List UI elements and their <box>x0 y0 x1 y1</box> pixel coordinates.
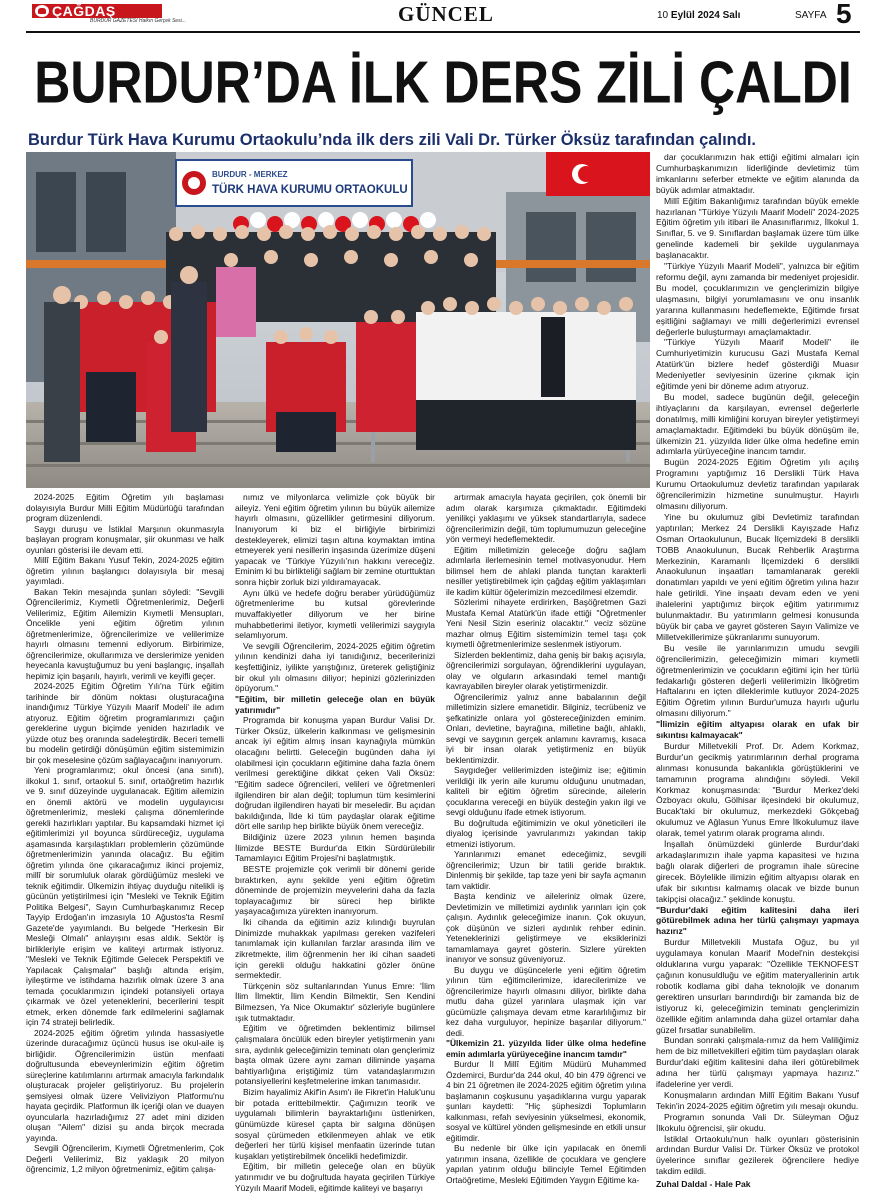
section-subheading: "İlimizin eğitim altyapısı olarak en ufak bir sıkıntısı kalmayacak" <box>656 719 859 741</box>
paragraph: Burdur Milletvekili Prof. Dr. Adem Korkmaz, Burdur'un gecikmiş yatırımlarının derhal programa alınması konusunda bakanlıkla görüştüklerini ve tamamının programa alındığını söyledi. Vekil Korkmaz konuşmasında: "Burdur Merkez'deki Özboyacı okulu, Gölhisar ilçesindeki bir okulumuz, Bucak'taki bir okulumuz, merkezdeki Gökçebağ okulumuz ve Ağlasun Yunus Emre İlkokulumuz ilave olarak, temel yatırım olarak programa alındı. <box>656 740 859 839</box>
article-column-4 <box>656 152 859 1190</box>
article-column-3 <box>446 492 646 1185</box>
sign-text-top: BURDUR - MERKEZ <box>212 170 288 179</box>
article-column-1 <box>26 492 224 1175</box>
paragraph: Burdur İl Millî Eğitim Müdürü Muhammed Özdemirci, Burdur'da 244 okul, 40 bin 479 öğrenci ve 4 bin 21 öğretmen ile 2024-2025 eğitim öğretim yılına başlamanın coşkusunu yaşadıklarına vurgu yaparak şunları kaydetti: "Hiç şüphesizdi Toplumların kalkınması, refah seviyesinin yükselmesi, ekonomik, sosyal ve kültürel yönden gelişmesinde en etkili unsur eğitimdir. <box>446 1059 646 1143</box>
logo-emblem-icon <box>35 5 49 17</box>
paragraph: Bildiğiniz üzere 2023 yılının hemen başında İlimizde BESTE Burdur'da Etkin Sürdürülebilir Tamamlayıcı Eğitim Projesi'ni başlatmıştık. <box>235 832 435 864</box>
paragraph: Burdur Milletvekili Mustafa Oğuz, bu yıl uygulamaya konulan Maarif Model'nin destekçisi olduklarına vurgu yaparak: "Özellikle TEKNOFEST çağının konusuldluğu ve eğitim materyallerinin artık robotik kodlama gibi daha teknolojik ve donanım gerektiren unsurları barındırdığı bir zamanda biz de istiyoruz ki, geleceğimizin teminatı gençlerimizin özellikle eğitim anlamında daha güzel ortamlar daha güzel fırsatlar sunabilelim. <box>656 937 859 1035</box>
paragraph: 2024-2025 Eğitim Öğretim yılı başlaması dolayısıyla Burdur Milli Eğitim Müdürlüğü tarafından program düzenlendi. <box>26 492 224 523</box>
logo-subtitle: BURDUR GAZETESİ Halkın Gerçek Sesi... <box>90 18 186 24</box>
paragraph: Yeni programlarımız; okul öncesi (ana sınıfı), ilkokul 1. sınıf, ortaokul 5. sınıf, ortaöğretim hazırlık ve 9. sınıf düzeyinde uygulanacak. Eğitim ailemizin en önemli aktörü ve modelin uygulayıcısı öğretmenlerimiz, mesleki çalışma dönemlerinde gerekli hazırlıkları yaptılar. Bu kapsamdaki hizmet içi eğitimlerimizi yıl boyunca sürdüreceğiz, uygulama aşamasında karşılaştıkları problemlerin çözümünde öğretmenlerimizin yanında olacağız. Bu eğitim öğretim yılında öne çıkaracağımız ikinci projemiz, millî bir sorumluluk olarak gördüğümüz mesleki ve teknik eğitimdir. Ülkemizin ihtiyaç duyduğu nitelikli iş gücünün yetiştirilmesi için "Mesleki ve Teknik Eğitim Politika Belgesi", Sayın Cumhurbaşkanımız Recep Tayyip Erdoğan'ın imzasıyla 10 Ağustos'ta Resmî Gazete'de yayımlandı. Bu belgede "Herkesin Bir Mesleği Olmalı" anlayışını esas aldık. Sektör iş birlikleriyle erişim ve kaliteyi artırmak istiyoruz. "Mesleki ve Teknik Eğitimde Gelecek Perspektifi ve Yapılacak Çalışmalar" başlığı altında erişim, iyileştirme ve istihdama hazırlık olmak üzere 3 ana temada çocuklarımızın içindeki potansiyeli ortaya çıkarmak ve özel yeteneklerini, becerilerini tespit etmek, erken dönemde fark edilmelerini sağlamak için 74 strateji belirledik. <box>26 765 224 1027</box>
paragraph: 2024-2025 eğitim öğretim yılında hassasiyetle üzerinde duracağımız üçüncü husus ise okul-aile iş birliğidir. Öğrencilerimizin üstün menfaati doğrultusunda ebeveynlerimizin eğitim öğretim süreçlerine katılımlarını artırmak amacıyla farkındalık oluşturacak projeler geliştiriyoruz. Bu projelerin şemsiyesi olmak üzere Veliviziyon Platformu'nu hayata geçirdik. Platformun ilk içeriği olan ve duayen oyuncularla hazırladığımız 27 adet mini diziden oluşan "Ailem" dizisi şu anda birçok mecrada yayında. <box>26 1027 224 1143</box>
paragraph: BESTE projemizle çok verimli bir dönemi geride bıraktırken, aynı şekilde yeni eğitim öğretim döneminde de projemizin meyvelerini daha da fazla toplayacağımız bir süreci hep birlikte yaşayacağımıza yürekten inanıyorum. <box>235 863 435 917</box>
paragraph: Bu nedenle bir ülke için yapılacak en önemli yatırımın insana, özellikle de çocuklara ve gençlere yapılan yatırım olduğu bilinciyle Temel Eğitimden Ortaöğretime, Mesleki Eğitimden Yaygın Eğitime ka- <box>446 1143 646 1185</box>
section-subheading: "Eğitim, bir milletin geleceğe olan en büyük yatırımıdır" <box>235 693 435 715</box>
paragraph: Bu vesile ile yarınlarımızın umudu sevgili öğrencilerimizin, geleceğimizin mimarı kıymetli öğretmenlerimizin ve çocukların eğitimi için her türlü fedakarlığı gösteren değerli velilerimizin İlköğretim Haftalarını en içten dileklerimle kutluyor 2024-2025 Eğitim Öğretim yılının Burdur'umuza hayırlı uğurlu olmasını diliyorum." <box>656 642 859 719</box>
paragraph: Millî Eğitim Bakanı Yusuf Tekin, 2024-2025 eğitim öğretim yılının başlangıcı dolayısıyla bir mesaj yayımladı. <box>26 555 224 586</box>
paragraph: Saygı duruşu ve İstiklal Marşının okunmasıyla başlayan program konuşmalar, şiir okunması ve halk oyunları gösterisi ile devam etti. <box>26 523 224 555</box>
paragraph: Sözlerimi nihayete erdirirken, Başöğretmen Gazi Mustafa Kemal Atatürk'ün ifade ettiği "Öğretmenler Yeni Nesil Sizin eseriniz olacaktır." veciz sözüne mazhar olmuş Eğitim sistemimizin temel taşı çok kıymetli öğretmenlerimize seslenmek istiyorum. <box>446 597 646 649</box>
date-day: 10 <box>657 10 669 21</box>
date-month: Eylül <box>670 10 695 21</box>
paragraph: Bakan Tekin mesajında şunları söyledi: "Sevgili Öğrencilerimiz, Kıymetli Öğretmenlerimiz, Değerli Velilerimiz, Eğitim Ailemizin Kıymetli Mensupları, Öncelikle yeni eğitim öğretim yılının öğretmenlerimize, öğrencilerimize ve velilerimize hayırlı olmasını temenni ediyorum. Birbirimize, öğrencilerimize, okullarımıza ve derslerimize yeniden heyecanla kavuştuğumuz bu yeni başlangıç, inşallah hepimiz için başarılı, hayırlı, verimli ve keyifli geçer. <box>26 586 224 681</box>
paragraph: Bundan sonraki çalışmala-rımız da hem Valiliğimiz hem de biz milletvekilleri eğitim tüm paydaşları olarak Burdur'daki eğitim kalitesini daha ileri götürebilmek adına her türlü çalışmayı yapmaya hazırız." ifadelerine yer verdi. <box>656 1035 859 1090</box>
paragraph: Öğrencilerimiz yalnız anne babalarının değil milletimizin sizlere emanetidir. Bilginiz, tecrübeniz ve şefkatinizle onlara yol göstereceğinizden eminim. Onları, devletine, bayrağına, milletine bağlı, ahlaklı, sevgi ve saygının gerçek anlamını kavramış, kısaca iyi bir insan olarak yetiştirmeniz en büyük beklentimizdir. <box>446 691 646 765</box>
paragraph: Bugün 2024-2025 Eğitim Öğretim yılı açılış Programını yaptığımız 16 Derslikli Türk Hava Kurumu Ortaokulumuz devletiz tarafından yapılarak öğrencilerimizin hizmetine sunulmuştur. Hayırlı olmasını diliyorum. <box>656 457 859 511</box>
paragraph: "Türkiye Yüzyılı Maarif Modeli", yalnızca bir eğitim reformu değil, aynı zamanda bir medeniyet projesidir. Bu model, çocuklarımızın ve gençlerimizin bilgiye ulaşmasını, bilgiyi yorumlamasını ve onu insanlık yararına kullanmasını hedeflemekte, Eğitimde fırsat eşitliğini sağlamayı ve milli değerlerimizi evrensel değerlerle buluşturmayı amaçlamaktadır. <box>656 261 859 337</box>
paragraph: Programda bir konuşma yapan Burdur Valisi Dr. Türker Öksüz, ülkelerin kalkınması ve gelişmesinin ancak iyi eğitim almış insan kaynağıyla mümkün olacağını belirtti. Geleceğin bugünden daha iyi olabilmesi için çocukların eğitimine daha fazla önem verilmesi gerektiğine dikkat çeken Vali Öksüz: "Eğitim sadece öğrencileri, velileri ve öğretmenleri ilgilendiren bir alan değil; toplumun tüm kesimlerini doğrudan ilgilendiren hayati bir meseledir. Bu açıdan bakıldığında, İlde ki tüm paydaşlar olarak eğitime dört elle sarılıp hep birlikte büyük önem vereceğiz. <box>235 715 435 832</box>
photo-illustration <box>26 152 650 488</box>
paragraph: 2024-2025 Eğitim Öğretim Yılı'na Türk eğitim tarihinde bir dönüm noktası oluşturacağına inandığımız 'Türkiye Yüzyılı Maarif Modeli' ile adım atıyoruz. Eğitim öğretim programlarımızı çağın gereklerine uygun biçimde yeniden hazırladık ve yüzde otuz beş oranında sadeleştirdik. Beceri temelli bu modelin getirdiği dönüşümün eğitim sistemimizin bir çok meselesine çözüm sağlayacağını inanıyorum. <box>26 681 224 765</box>
section-title: GÜNCEL <box>398 2 494 26</box>
masthead <box>26 0 860 30</box>
header-rule <box>26 31 860 33</box>
page-label: SAYFA <box>795 10 827 21</box>
date-year: 2024 <box>697 10 720 21</box>
subheadline: Burdur Türk Hava Kurumu Ortaokulu’nda ilk ders zili Vali Dr. Türker Öksüz tarafından çalındı. <box>28 131 757 149</box>
paragraph: Bu model, sadece bugünün değil, geleceğin ihtiyaçlarını da karşılayan, evrensel değerlerle donatılmış, milli kimliğini koruyan bireyler yetiştirmeyi amaçlamaktadır. Eğitimdeki bu büyük dönüşüm ile, ülkemizin 21. yüzyılda lider ülke olma hedefine emin adımlarla yürüyeceğine inancım tamdır. <box>656 391 859 457</box>
paragraph: Eğitim ve öğretimden beklentimiz bilimsel çalışmalara öncülük eden bireyler yetiştirmenin yanı sıra, aydınlık geleceğimizin teminatı olan gençlerimiz başta olmak üzere aynı zaman diliminde yaşama bahtiyarlığına eriştiğimiz tüm vatandaşlarımızın potansiyellerini keşfetmelerine imkan tanımasıdır. <box>235 1023 435 1087</box>
paragraph: Eğitim milletimizin geleceğe doğru sağlam adımlarla ilerlemesinin temel motivasyonudur. Hem bilimsel hem de ahlaki planda tunçtan karakterli nesiller yetiştirebilmek için çağdaş eğitim yaklaşımları ile kadim kültür öğelerimizin mezcedilmesi elzemdir. <box>446 544 646 597</box>
event-photo <box>26 152 650 488</box>
paragraph: dar çocuklarımızın hak ettiği eğitimi almaları için Cumhurbaşkanımızın liderliğinde devletimiz tüm imkanlarını seferber etmekte ve eğitim alanında da büyük adımlar atmaktadır. <box>656 152 859 195</box>
paragraph: "Türkiye Yüzyılı Maarif Modeli" ile Cumhuriyetimizin kurucusu Gazi Mustafa Kemal Atatürk'ün bizlere hedef gösterdiği Muasır Medeniyetler seviyesinin üzerine çıkmak için eğitimde yeni bir döneme adım atıyoruz. <box>656 337 859 392</box>
sign-text-main: TÜRK HAVA KURUMU ORTAOKULU <box>212 184 408 196</box>
paragraph: İki cihanda da eğitimin aziz kılındığı buyrulan Dinimizde muhakkak yapılması gereken vazifeleri tanımlamak için kullanılan farzlar arasında ilim ve zikretmekte, ilim öğrenmenin her iki cihan saadeti için gerekli olduğu hakkatini gözler önüne sermektedir. <box>235 917 435 981</box>
paragraph: İnşallah önümüzdeki günlerde Burdur'daki arkadaşlarımızın ihale yapma kapasitesi ve hızına bağlı olarak diğerleri de programın ihale sürecine girecek. Böylelikle ilimizin eğitim altyapısı olarak en ufak bir sıkıntısı kalmamış olacak ve bizde bunun takipçisi olacağız." şeklinde konuştu. <box>656 839 859 904</box>
section-subheading: "Burdur'daki eğitim kalitesini daha ileri götürebilmek adına her türlü çalışmayı yapmaya hazırız" <box>656 904 859 937</box>
paragraph: Yine bu okulumuz gibi Devletimiz tarafından yaptırılan; Merkez 24 Derslikli Kayışzade Hafız Osman Ortaokulunun, Bucak İlçemizdeki 8 derslikli TOBB Anaokulunun, Bucak Rehberlik Araştırma Merkezinin, Karamanlı İlçemizdeki 6 derslikli Anaokulunun inşaatları tamamlanarak gerekli donatımları yapıldı ve yeni eğitim öğretim yılına hazır hale getirildi. Yine inşaatı devam eden ve yeni ihalelerini yaptığımız birçok eğitim yatırımımız bulunmaktadır. Bu yatırımların gelmesi konusunda büyük bir çaba ve gayret gösteren Sayın Valimize ve Milletvekillerimize şükranlarımı sunuyorum. <box>656 511 859 642</box>
students-white-shirts <box>416 312 636 450</box>
section-subheading: "Ülkemizin 21. yüzyılda lider ülke olma hedefine emin adımlarla yürüyeceğine inancım tamdır" <box>446 1038 646 1059</box>
paragraph: Türkçenin söz sultanlarından Yunus Emre: 'İlim İlim İlmektir, İlim Kendin Bilmektir, Sen Kendini Bilmezsen, Ya Nice Okumaktır' sözleriyle bugünlere ışık tutmaktadır. <box>235 980 435 1023</box>
paragraph: Başta kendiniz ve aileleriniz olmak üzere, Devletimizin ve milletimizi aydınlık yarınları için çok çalışın. Aydınlık geleceğimize inanın. Çok okuyun, çok düşünün ve sizleri aydınlık rehber edinin. Yeteneklerinizi geliştirmeye ve eksiklerinizi tamamlamaya gayret gösterin. Sizlere yürekten inanıyor ve sonsuz güveniyoruz. <box>446 891 646 964</box>
page-number: 5 <box>836 0 852 29</box>
paragraph: Bu doğrultuda eğitimimizin ve okul yöneticileri ile diyalog içerisinde yavrularımızı yakından takip etmenizi istiyorum. <box>446 817 646 849</box>
paragraph: Sevgili Öğrencilerim, Kıymetli Öğretmenlerim, Çok Değerli Velilerimiz, Biz yaklaşık 20 milyon öğrencimiz, 1,2 milyon öğretmenimiz, eğitim çalışa- <box>26 1143 224 1174</box>
date-weekday: Salı <box>722 10 741 21</box>
article-column-2 <box>235 492 435 1193</box>
paragraph: Sizlerden beklentimiz, daha geniş bir bakış açısıyla, öğrencilerimizi sorgulayan, öğrendiklerini uygulayan, olay ve olguların arkasındaki temel mantığı kavrayabilen bireyler olarak yetiştirmenizdir. <box>446 649 646 691</box>
newspaper-logo[interactable] <box>32 3 186 24</box>
logo-text: ÇAĞDAŞ <box>52 3 116 19</box>
issue-date <box>657 10 740 21</box>
paragraph: Saygıdeğer velilerimizden isteğimiz ise; eğitimin verildiği ilk yerin aile kurumu olduğunu unutmadan, kaliteli bir eğitim öğretim sürecinde, ailelerin çocuklarına vereceği en büyük desteğin yakın ilgi ve sevgi olduğunu ifade etmek istiyorum. <box>446 765 646 817</box>
paragraph: Bizim hayalimiz Akif'in Asım'ı ile Fikret'in Haluk'unu bir potada erittebilmektir. Çağımızın teorik ve uygulamalı bilimlerin bayraktarlığını üstlenirken, günümüzde küresel çapta bir salgına dönüşen sosyal çürümeden etkilenmeyen ahlak ve etik değerleri her türlü kişisel menfaatin üzerinde tutan kuşakları yetiştirebilmek öncelikli hedefimizdir. <box>235 1087 435 1161</box>
author-signature: Zuhal Daldal - Hale Pak <box>656 1179 751 1190</box>
paragraph: Eğitim, bir milletin geleceğe olan en büyük yatırımıdır ve bu doğrultuda hayata geçirilen Türkiye Yüzyılı Maarif Modeli, eğitimde kaliteyi ve başarıyı <box>235 1161 435 1193</box>
paragraph: nımız ve milyonlarca velimizle çok büyük bir aileyiz. Yeni eğitim öğretim yılının bu büyük ailemize hayırlı olmasını, güzellikler getirmesini diliyorum. İnanıyorum ki biz el birliğiyle birbirimizi destekleyerek, elimizi taşın altına koymaktan imtina etmeyerek yeni nesillerin inşasında üzerimize düşeni yapacak ve ‘Türkiye Yüzyılı’nın hakkını vereceğiz. Eminim ki bu birlikteliği sağlam bir zemine oturttuktan sonra hiçbir zorluk bizi yıldıramayacak. <box>235 492 435 587</box>
paragraph: Millî Eğitim Bakanlığımız tarafından büyük emekle hazırlanan "Türkiye Yüzyılı Maarif Modeli" 2024-2025 Eğitim öğretim yılı itibari ile Anasınıflarımız, İlkokul 1. Sınıflar, 5. ve 9. Sınıflardan başlamak üzere tüm ülke genelinde kademeli bir şekilde uygulanmaya başlanacaktır. <box>656 195 859 261</box>
paragraph: Yarınlarımızı emanet edeceğimiz, sevgili öğrencilerimiz; Uzun bir tatili geride bıraktık. Dinlenmiş bir şekilde, tap taze yeni bir sayfa açmanın tam vaktidir. <box>446 849 646 891</box>
paragraph: İstiklal Ortaokulu'nun halk oyunları gösterisinin ardından Burdur Valisi Dr. Türker Öksüz ve protokol üyelerince sınıflar gezilerek öğrencilere hediye takdim edildi. <box>656 1133 859 1177</box>
paragraph: Aynı ülkü ve hedefe doğru beraber yürüdüğümüz öğretmenlerime bu kutsal görevlerinde muvaffakiyetler diliyorum ve her birine muhabbetlerimi iletiyor, kıymetli velilerimizi saygıyla selamlıyorum. <box>235 587 435 641</box>
paragraph: Ve sevgili Öğrencilerim, 2024-2025 eğitim öğretim yılının kendinizi daha iyi tanıdığınız, becerilerinizi keşfettiğiniz, iyilikte yarıştığınız, üreterek geliştiğiniz bir okul yılı olmasını diliyor; hepinizi gözlerinizden öpüyorum." <box>235 640 435 694</box>
headline: BURDUR’DA İLK DERS ZİLİ ÇALDI <box>34 49 852 116</box>
paragraph: Konuşmaların ardından Millî Eğitim Bakanı Yusuf Tekin'in 2024-2025 eğitim öğretim yılı mesajı okundu. <box>656 1089 859 1111</box>
paragraph: Bu duygu ve düşüncelerle yeni eğitim öğretim yılının tüm eğitimcilerimize, idarecilerimize ve öğrencilerimize hayırlı olmasını diliyor, birlikte daha mutlu daha güzel yarınlara ulaşmak için var gücümüzle çalışmaya devam etme kararlılığımız bir kez daha vurguluyor, hepinize başarılar diliyorum." dedi. <box>446 964 646 1038</box>
paragraph: artırmak amacıyla hayata geçirilen, çok önemli bir adım olarak karşımıza çıkmaktadır. Eğitimdeki yenilikçi yaklaşımı ve yüksek standartlarıyla, sadece öğrencilerimizin değil, tüm toplumumuzun geleceğine yön vermeyi hedeflemektedir. <box>446 492 646 544</box>
paragraph: Programın sonunda Vali Dr. Süleyman Oğuz İlkokulu öğrencisi, şiir okudu. <box>656 1111 859 1133</box>
